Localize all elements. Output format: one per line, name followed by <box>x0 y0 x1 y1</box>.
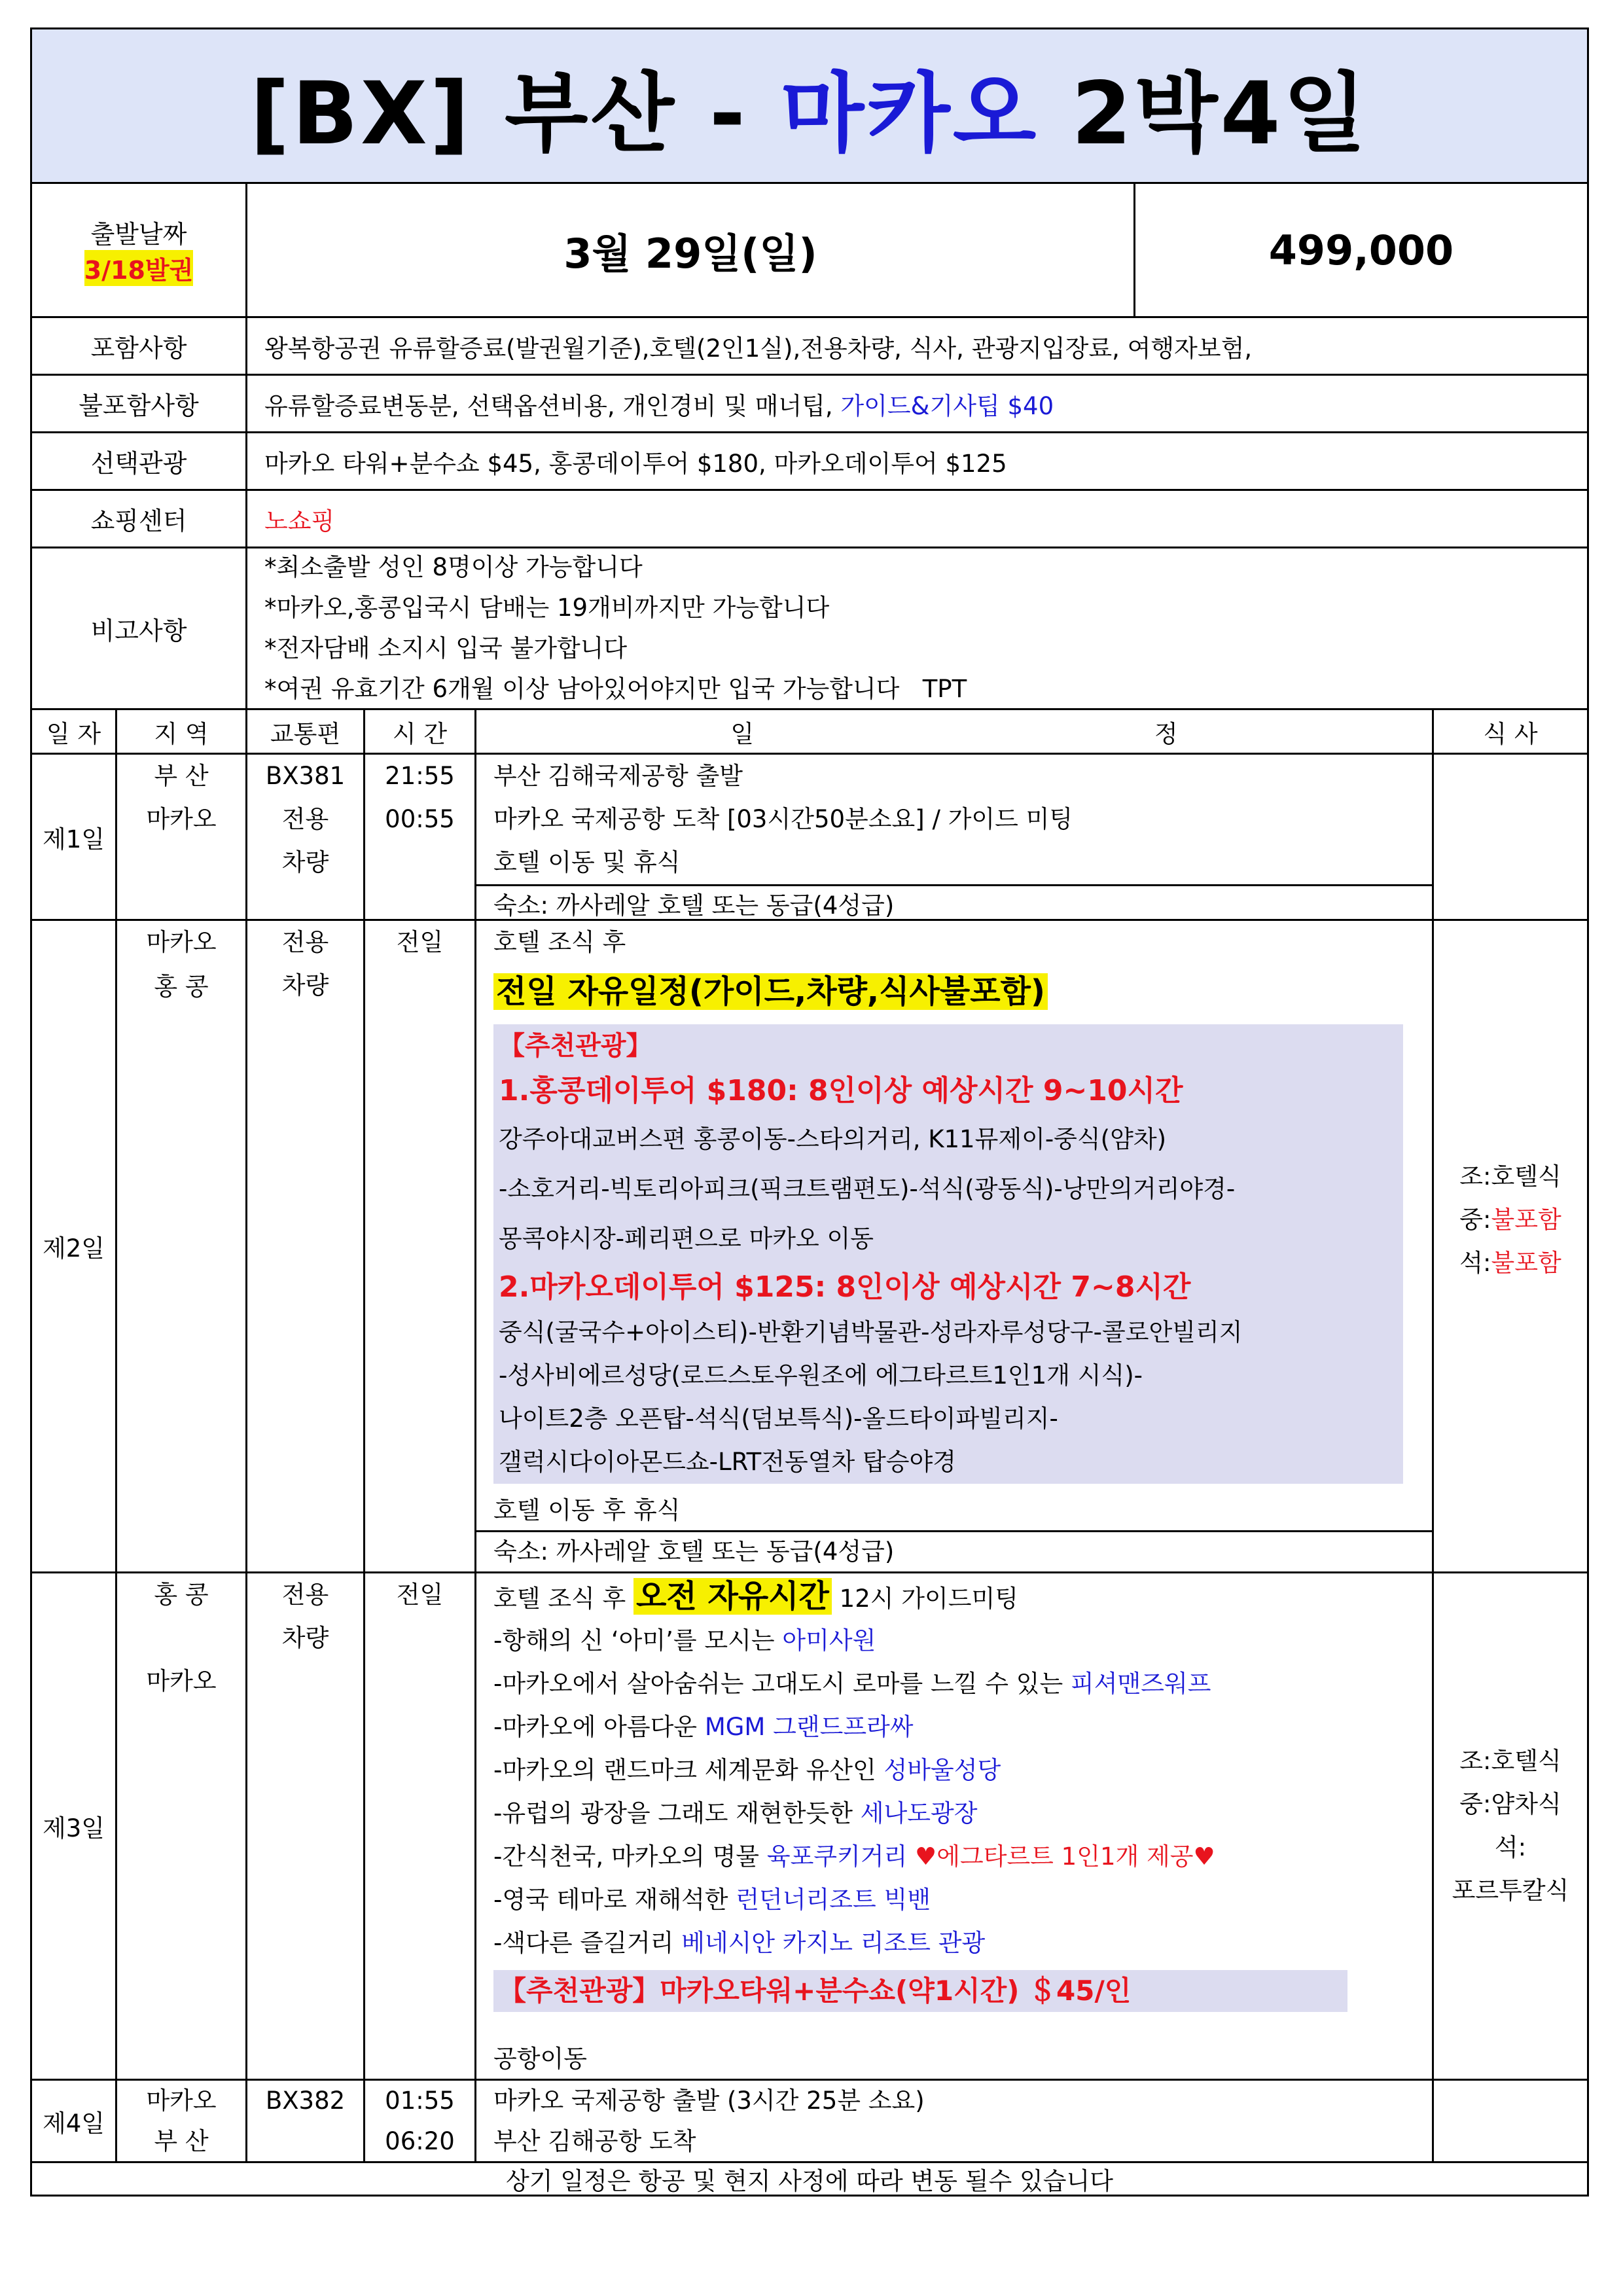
region-name: 홍 콩 <box>154 973 209 1001</box>
departure-date: 3월 29일(일) <box>247 184 1135 316</box>
place-name: 런던너리조트 빅밴 <box>736 1886 931 1914</box>
excludes-cell <box>247 376 1587 431</box>
region-name: 마카오 <box>146 1667 217 1695</box>
place-name: 성바울성당 <box>883 1756 1001 1784</box>
time-text: 전일 <box>396 928 444 956</box>
time-text: 01:55 <box>385 2086 455 2115</box>
schedule-line: 호텔 이동 및 휴식 <box>493 848 681 876</box>
day2-transport <box>247 921 365 1571</box>
includes-text: 왕복항공권 유류할증료(발권월기준),호텔(2인1실),전용차량, 식사, 관광지입장료, 여행자보험, <box>264 334 1253 363</box>
meal-label: 중: <box>1459 1206 1491 1234</box>
schedule-line <box>476 1922 1432 1965</box>
meal-dinner: 석: <box>1494 1833 1527 1861</box>
day2-label: 제2일 <box>32 921 117 1571</box>
shopping-label: 쇼핑센터 <box>32 491 247 547</box>
time-text: 00:55 <box>385 805 455 833</box>
text: 12시 가이드미팅 <box>831 1585 1018 1613</box>
recommend-tower: 【추천관광】마카오타워+분수쇼(약1시간) ＄45/인 <box>493 1970 1347 2012</box>
footer-note: 상기 일정은 항공 및 현지 사정에 따라 변동 될수 있습니다 <box>506 2167 1113 2195</box>
departure-label-cell <box>32 184 247 316</box>
text: -마카오의 랜드마크 세계문화 유산인 <box>493 1756 884 1784</box>
title-prefix: [BX] 부산 - <box>250 63 781 164</box>
schedule-line <box>476 1619 1432 1662</box>
header-region: 지 역 <box>117 710 247 753</box>
price: 499,000 <box>1268 226 1454 274</box>
hk-tour-title: 1.홍콩데이투어 $180: 8인이상 예상시간 9~10시간 <box>499 1074 1183 1107</box>
day1-row <box>32 755 1587 921</box>
schedule-line: 부산 김해공항 도착 <box>493 2126 696 2155</box>
meal-lunch <box>1459 1198 1561 1242</box>
schedule-line: 마카오 국제공항 출발 (3시간 25분 소요) <box>493 2086 925 2115</box>
hk-tour-line: -소호거리-빅토리아피크(픽크트램편도)-석식(광동식)-낭만의거리야경- <box>499 1175 1236 1203</box>
schedule-line <box>476 1573 1432 1619</box>
transport-text: 차량 <box>281 971 329 999</box>
transport-text: 차량 <box>281 1624 329 1652</box>
mo-tour-title: 2.마카오데이투어 $125: 8인이상 예상시간 7~8시간 <box>499 1270 1191 1304</box>
day3-region <box>117 1573 247 2079</box>
meal-dinner-value: 포르투칼식 <box>1452 1876 1569 1905</box>
departure-row <box>32 184 1587 318</box>
includes-row <box>32 318 1587 376</box>
text: -간식천국, 마카오의 명물 <box>493 1842 767 1871</box>
day2-time <box>365 921 476 1571</box>
shopping-text: 노쇼핑 <box>264 507 335 535</box>
schedule-line: 호텔 이동 후 휴식 <box>493 1496 681 1524</box>
meal-value: 불포함 <box>1491 1249 1561 1277</box>
free-day-line <box>476 964 1432 1019</box>
meal-label: 석: <box>1459 1249 1491 1277</box>
transport-text: 전용 <box>281 805 329 833</box>
day2-region <box>117 921 247 1571</box>
hotel-info: 숙소: 까사레알 호텔 또는 동급(4성급) <box>476 1530 1432 1571</box>
day4-meal <box>1434 2081 1587 2161</box>
day4-schedule <box>476 2081 1434 2161</box>
meal-breakfast: 조:호텔식 <box>1459 1162 1561 1191</box>
place-name: 육포쿠키거리 <box>766 1842 908 1871</box>
flight-number: BX382 <box>265 2087 346 2115</box>
time-text: 전일 <box>396 1581 444 1609</box>
header-day: 일 자 <box>32 710 117 753</box>
header-time: 시 간 <box>365 710 476 753</box>
place-name: 베네시안 카지노 리조트 관광 <box>681 1929 986 1957</box>
hotel-info: 숙소: 까사레알 호텔 또는 동급(4성급) <box>476 884 1432 925</box>
day3-meal <box>1434 1573 1587 2079</box>
day3-transport <box>247 1573 365 2079</box>
remarks-row <box>32 548 1587 710</box>
header-transport: 교통편 <box>247 710 365 753</box>
place-name: MGM 그랜드프라싸 <box>704 1713 914 1741</box>
header-meal: 식 사 <box>1483 719 1538 748</box>
day3-time <box>365 1573 476 2079</box>
remark-line: *전자담배 소지시 입국 불가합니다 <box>264 634 628 662</box>
free-day-text: 전일 자유일정(가이드,차량,식사불포함) <box>493 973 1048 1010</box>
recommend-title: 【추천관광】 <box>499 1031 652 1061</box>
guide-tip: 가이드&기사팁 $40 <box>840 391 1054 420</box>
hk-tour-line: 몽콕야시장-페리편으로 마카오 이동 <box>499 1225 874 1253</box>
day2-schedule <box>476 921 1434 1571</box>
recommend-box <box>493 1024 1403 1484</box>
schedule-header <box>32 710 1587 755</box>
schedule-line <box>476 1878 1432 1922</box>
remark-line: *마카오,홍콩입국시 담배는 19개비까지만 가능합니다 <box>264 594 830 622</box>
day2-row <box>32 921 1587 1573</box>
region-name: 마카오 <box>146 2086 217 2115</box>
region-name: 마카오 <box>146 805 217 833</box>
text: -항해의 신 ‘아미’를 모시는 <box>493 1626 783 1655</box>
departure-label: 출발날짜 <box>90 220 187 249</box>
transport-text: 차량 <box>281 848 329 876</box>
text: -영국 테마로 재해석한 <box>493 1886 736 1914</box>
region-name: 홍 콩 <box>154 1581 209 1609</box>
schedule-line <box>476 1662 1432 1706</box>
free-morning-text: 오전 자유시간 <box>633 1578 832 1615</box>
title-suffix: 2박4일 <box>1039 63 1369 164</box>
day1-time <box>365 755 476 919</box>
day1-schedule <box>476 755 1434 919</box>
text: 호텔 조식 후 <box>493 1585 633 1613</box>
mo-tour-line: 중식(굴국수+아이스티)-반환기념박물관-성라자루성당구-콜로안빌리지 <box>499 1318 1243 1346</box>
hk-tour-line: 강주아대교버스편 홍콩이동-스타의거리, K11뮤제이-중식(얌차) <box>499 1125 1167 1153</box>
mo-tour-line: 나이트2층 오픈탑-석식(덤보특식)-올드타이파빌리지- <box>499 1405 1058 1433</box>
day3-label: 제3일 <box>32 1573 117 2079</box>
day3-row <box>32 1573 1587 2081</box>
day2-meal <box>1434 921 1587 1571</box>
title-highlight: 마카오 <box>780 63 1039 164</box>
meal-dinner <box>1459 1242 1561 1285</box>
header-schedule-text: 일 정 <box>730 719 1374 748</box>
mo-tour-line: 갤럭시다이아몬드쇼-LRT전동열차 탑승야경 <box>499 1448 956 1476</box>
day4-label: 제4일 <box>32 2081 117 2161</box>
options-label: 선택관광 <box>32 433 247 489</box>
schedule-line: 공항이동 <box>493 2045 587 2073</box>
meal-lunch: 중:얌차식 <box>1459 1790 1561 1818</box>
day1-transport <box>247 755 365 919</box>
schedule-line: 부산 김해국제공항 출발 <box>493 762 743 790</box>
shopping-row <box>32 491 1587 548</box>
text: -색다른 즐길거리 <box>493 1929 682 1957</box>
mo-tour-line: -성사비에르성당(로드스토우원조에 에그타르트1인1개 시식)- <box>499 1361 1143 1390</box>
time-text: 06:20 <box>385 2126 455 2155</box>
options-text: 마카오 타워+분수쇼 $45, 홍콩데이투어 $180, 마카오데이투어 $125 <box>264 449 1007 478</box>
header-schedule <box>476 710 1434 753</box>
region-name: 마카오 <box>146 928 217 956</box>
remark-line: *최소출발 성인 8명이상 가능합니다 <box>264 553 643 581</box>
includes-label: 포함사항 <box>32 318 247 374</box>
flight-number: BX381 <box>265 762 346 790</box>
place-name: 피셔맨즈워프 <box>1071 1670 1211 1698</box>
day4-transport <box>247 2081 365 2161</box>
options-row <box>32 433 1587 491</box>
region-name: 부 산 <box>154 762 209 790</box>
schedule-line <box>476 1749 1432 1792</box>
region-name: 부 산 <box>154 2126 209 2155</box>
meal-breakfast: 조:호텔식 <box>1459 1747 1561 1775</box>
place-name: 아미사원 <box>782 1626 876 1655</box>
schedule-line: 호텔 조식 후 <box>493 928 626 956</box>
excludes-label: 불포함사항 <box>32 376 247 431</box>
meal-value: 불포함 <box>1491 1206 1561 1234</box>
day4-row <box>32 2081 1587 2163</box>
excludes-row <box>32 376 1587 433</box>
text: -유럽의 광장을 그래도 재현한듯한 <box>493 1799 861 1827</box>
itinerary-sheet <box>30 27 1589 2197</box>
day4-region <box>117 2081 247 2161</box>
day1-region <box>117 755 247 919</box>
schedule-line: 마카오 국제공항 도착 [03시간50분소요] / 가이드 미팅 <box>493 805 1073 833</box>
excludes-text: 유류할증료변동분, 선택옵션비용, 개인경비 및 매너팁, <box>264 391 841 420</box>
schedule-line <box>476 1835 1432 1878</box>
page-title <box>32 29 1587 184</box>
transport-text: 전용 <box>281 1581 329 1609</box>
time-text: 21:55 <box>385 762 455 790</box>
text: -마카오에 아름다운 <box>493 1713 705 1741</box>
day4-time <box>365 2081 476 2161</box>
egg-tart-note: ♥에그타르트 1인1개 제공♥ <box>907 1842 1215 1871</box>
day1-label: 제1일 <box>32 755 117 919</box>
remark-line: *여권 유효기간 6개월 이상 남아있어야지만 입국 가능합니다 TPT <box>264 675 967 703</box>
remarks-label: 비고사항 <box>32 548 247 708</box>
remarks-list <box>247 548 1587 708</box>
schedule-line <box>476 1792 1432 1835</box>
ticketing-note: 3/18발권 <box>84 250 194 286</box>
day1-meal <box>1434 755 1587 919</box>
schedule-line <box>476 1706 1432 1749</box>
day3-schedule <box>476 1573 1434 2079</box>
place-name: 세나도광장 <box>860 1799 978 1827</box>
transport-text: 전용 <box>281 928 329 956</box>
text: -마카오에서 살아숨쉬는 고대도시 로마를 느낄 수 있는 <box>493 1670 1071 1698</box>
